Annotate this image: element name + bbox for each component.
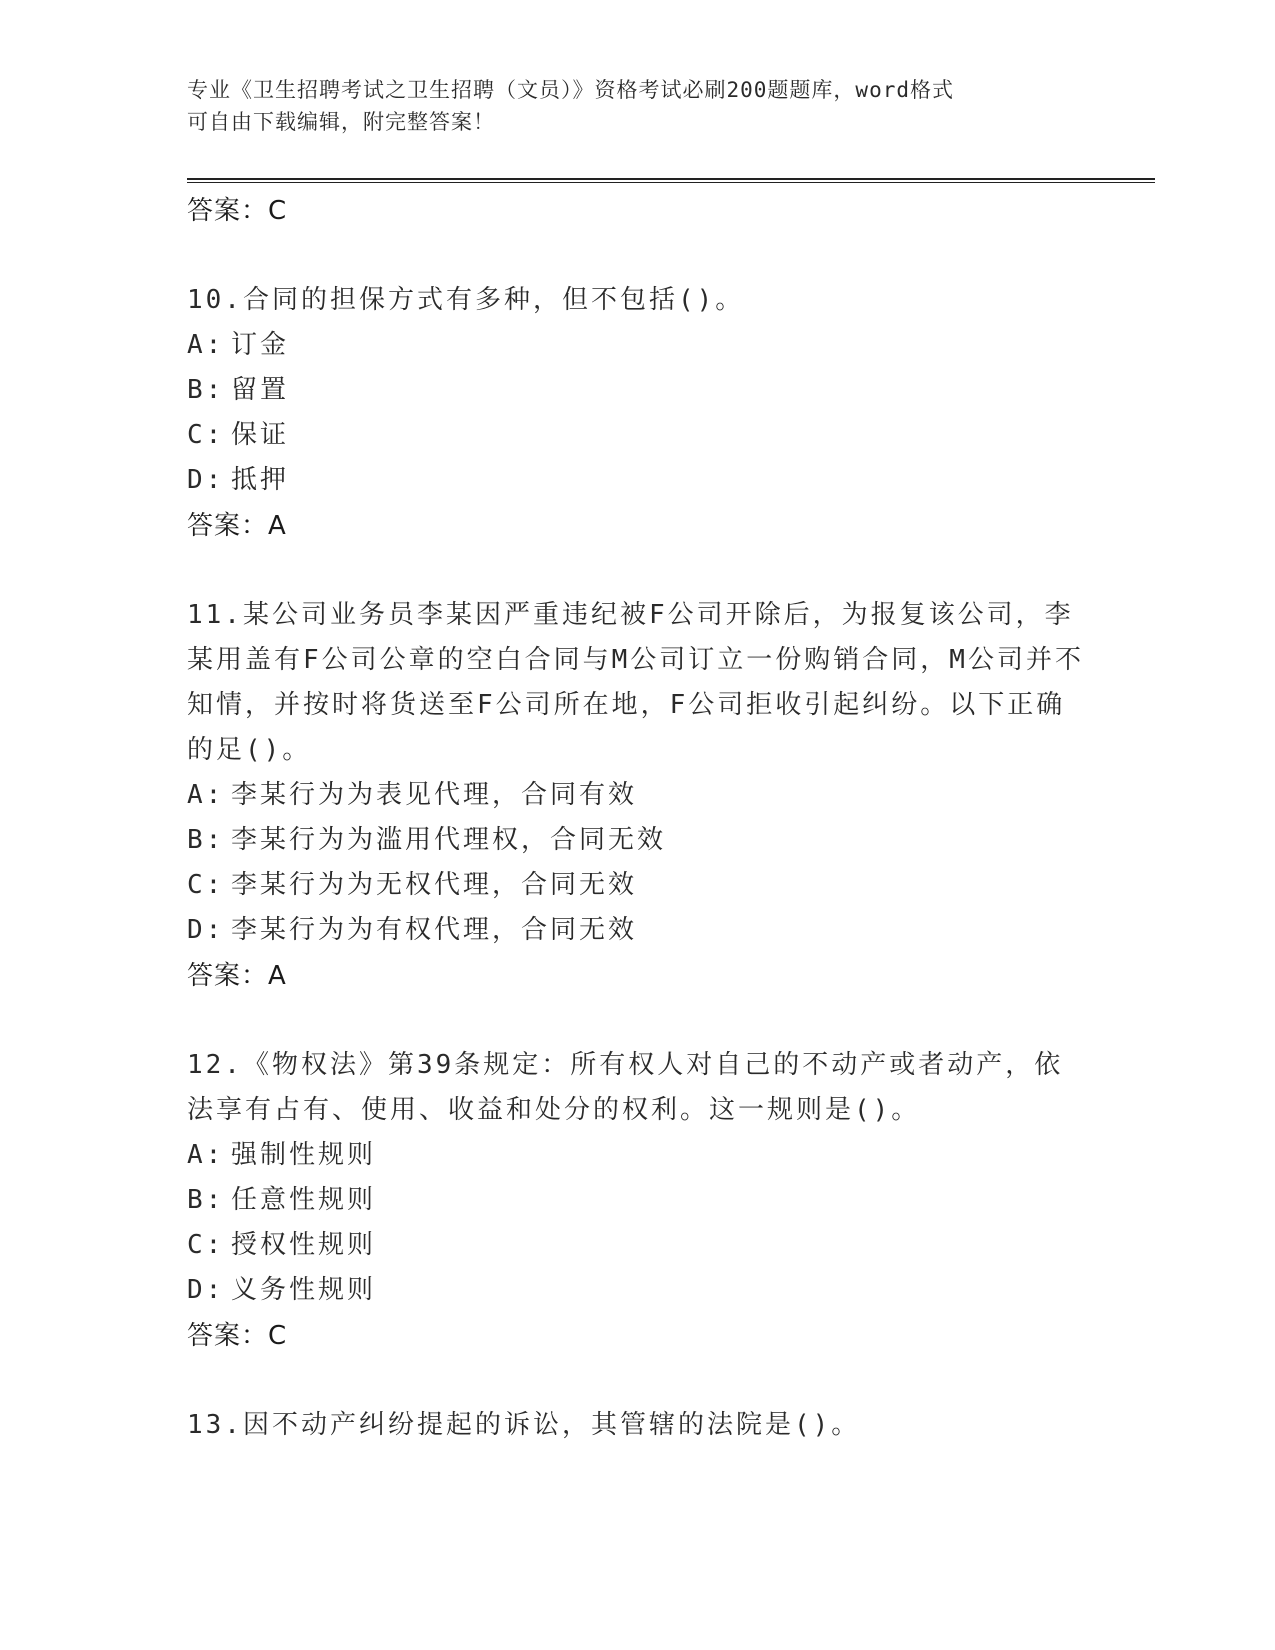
spacer	[187, 999, 1087, 1043]
option-d: D: 义务性规则	[187, 1275, 377, 1305]
option-c: C: 授权性规则	[187, 1230, 377, 1260]
option-c: C: 李某行为为无权代理，合同无效	[187, 870, 638, 900]
question-text: 11.某公司业务员李某因严重违纪被F公司开除后，为报复该公司，李某用盖有F公司公章的空白合同与M公司订立一份购销合同，M公司并不知情，并按时将货送至F公司所在地，F公司拒收引起纠纷。以下正确的足()。	[187, 600, 1084, 765]
question-11	[187, 593, 1087, 999]
answer-line: 答案：A	[187, 511, 287, 541]
question-13	[187, 1403, 1087, 1448]
header-line-2: 可自由下载编辑，附完整答案！	[187, 110, 495, 134]
question-12	[187, 1043, 1087, 1359]
answer-line: 答案：C	[187, 1321, 288, 1351]
option-d: D: 抵押	[187, 465, 290, 495]
option-a: A: 强制性规则	[187, 1140, 377, 1170]
answer-line: 答案：C	[187, 196, 288, 226]
header-divider	[187, 178, 1155, 183]
option-a: A: 订金	[187, 330, 290, 360]
spacer	[187, 1359, 1087, 1403]
spacer	[187, 234, 1087, 278]
spacer	[187, 549, 1087, 593]
answer-line: 答案：A	[187, 961, 287, 991]
question-list	[187, 188, 1087, 1448]
option-b: B: 李某行为为滥用代理权，合同无效	[187, 825, 667, 855]
question-text: 12.《物权法》第39条规定：所有权人对自己的不动产或者动产，依法享有占有、使用、收益和处分的权利。这一规则是()。	[187, 1050, 1064, 1125]
document-header	[187, 74, 1067, 138]
option-b: B: 留置	[187, 375, 290, 405]
option-b: B: 任意性规则	[187, 1185, 377, 1215]
option-a: A: 李某行为为表见代理，合同有效	[187, 780, 638, 810]
header-line-1: 专业《卫生招聘考试之卫生招聘（文员）》资格考试必刷200题题库，word格式	[187, 78, 954, 102]
question-10	[187, 278, 1087, 549]
option-c: C: 保证	[187, 420, 290, 450]
option-d: D: 李某行为为有权代理，合同无效	[187, 915, 638, 945]
question-text: 13.因不动产纠纷提起的诉讼，其管辖的法院是()。	[187, 1410, 861, 1440]
question-text: 10.合同的担保方式有多种，但不包括()。	[187, 285, 745, 315]
